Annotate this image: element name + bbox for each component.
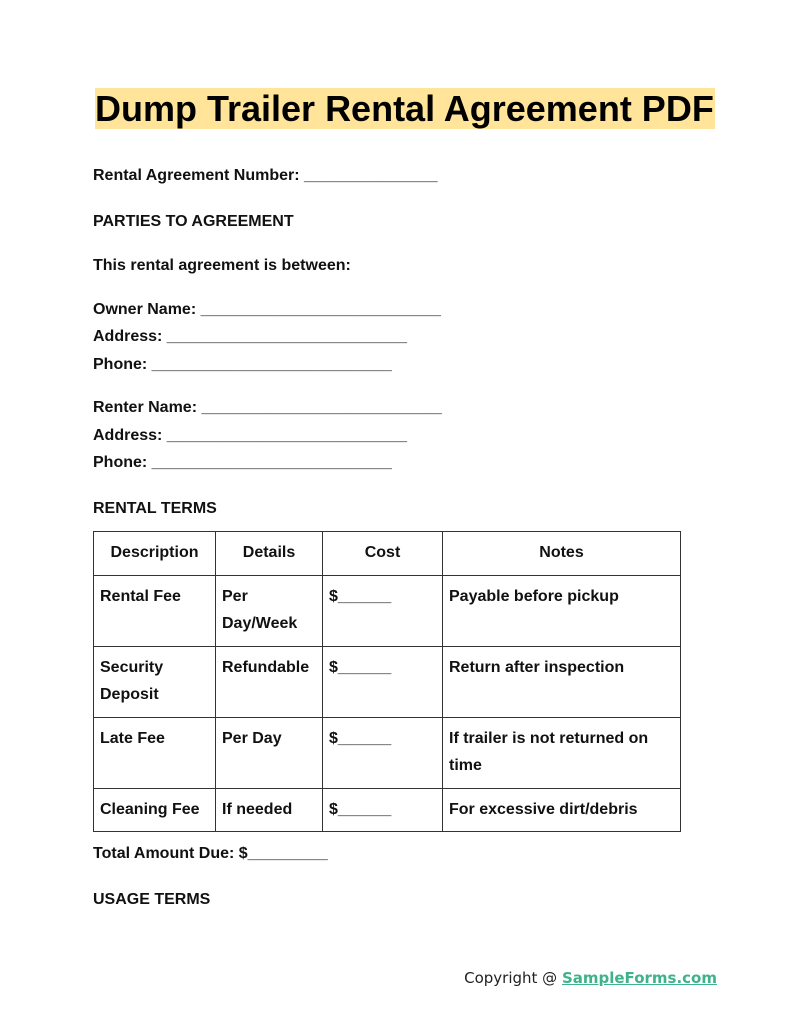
owner-name-field: Owner Name: ___________________________ [93,301,441,318]
cell-notes: For excessive dirt/debris [443,788,681,832]
cell-description: Security Deposit [94,646,216,717]
copyright-prefix: Copyright @ [464,969,562,987]
column-header-cost: Cost [323,532,443,576]
cell-details: Per Day/Week [216,575,323,646]
cell-details: If needed [216,788,323,832]
owner-address-field: Address: ___________________________ [93,328,408,345]
cell-notes: Return after inspection [443,646,681,717]
cell-details: Per Day [216,717,323,788]
total-amount-due-field: Total Amount Due: $_________ [93,845,328,862]
cell-description: Late Fee [94,717,216,788]
section-heading-usage-terms: USAGE TERMS [93,891,211,908]
agreement-number-field: Rental Agreement Number: _______________ [93,167,438,184]
cell-cost: $______ [323,575,443,646]
table-row [94,575,681,646]
table-row [94,717,681,788]
between-text: This rental agreement is between: [93,257,351,274]
cell-description: Rental Fee [94,575,216,646]
column-header-details: Details [216,532,323,576]
cell-notes: If trailer is not returned on time [443,717,681,788]
document-title: Dump Trailer Rental Agreement PDF [95,88,714,129]
table-row [94,788,681,832]
section-heading-parties: PARTIES TO AGREEMENT [93,213,294,230]
cell-cost: $______ [323,717,443,788]
cell-cost: $______ [323,646,443,717]
copyright-footer [464,969,717,987]
table-header-row [94,532,681,576]
table-row [94,646,681,717]
cell-cost: $______ [323,788,443,832]
section-heading-rental-terms: RENTAL TERMS [93,500,217,517]
column-header-notes: Notes [443,532,681,576]
renter-address-field: Address: ___________________________ [93,427,408,444]
cell-notes: Payable before pickup [443,575,681,646]
renter-name-field: Renter Name: ___________________________ [93,399,442,416]
renter-phone-field: Phone: ___________________________ [93,454,392,471]
column-header-description: Description [94,532,216,576]
owner-phone-field: Phone: ___________________________ [93,356,392,373]
cell-details: Refundable [216,646,323,717]
cell-description: Cleaning Fee [94,788,216,832]
sampleforms-link[interactable]: SampleForms.com [561,969,717,987]
rental-terms-table [93,531,681,832]
